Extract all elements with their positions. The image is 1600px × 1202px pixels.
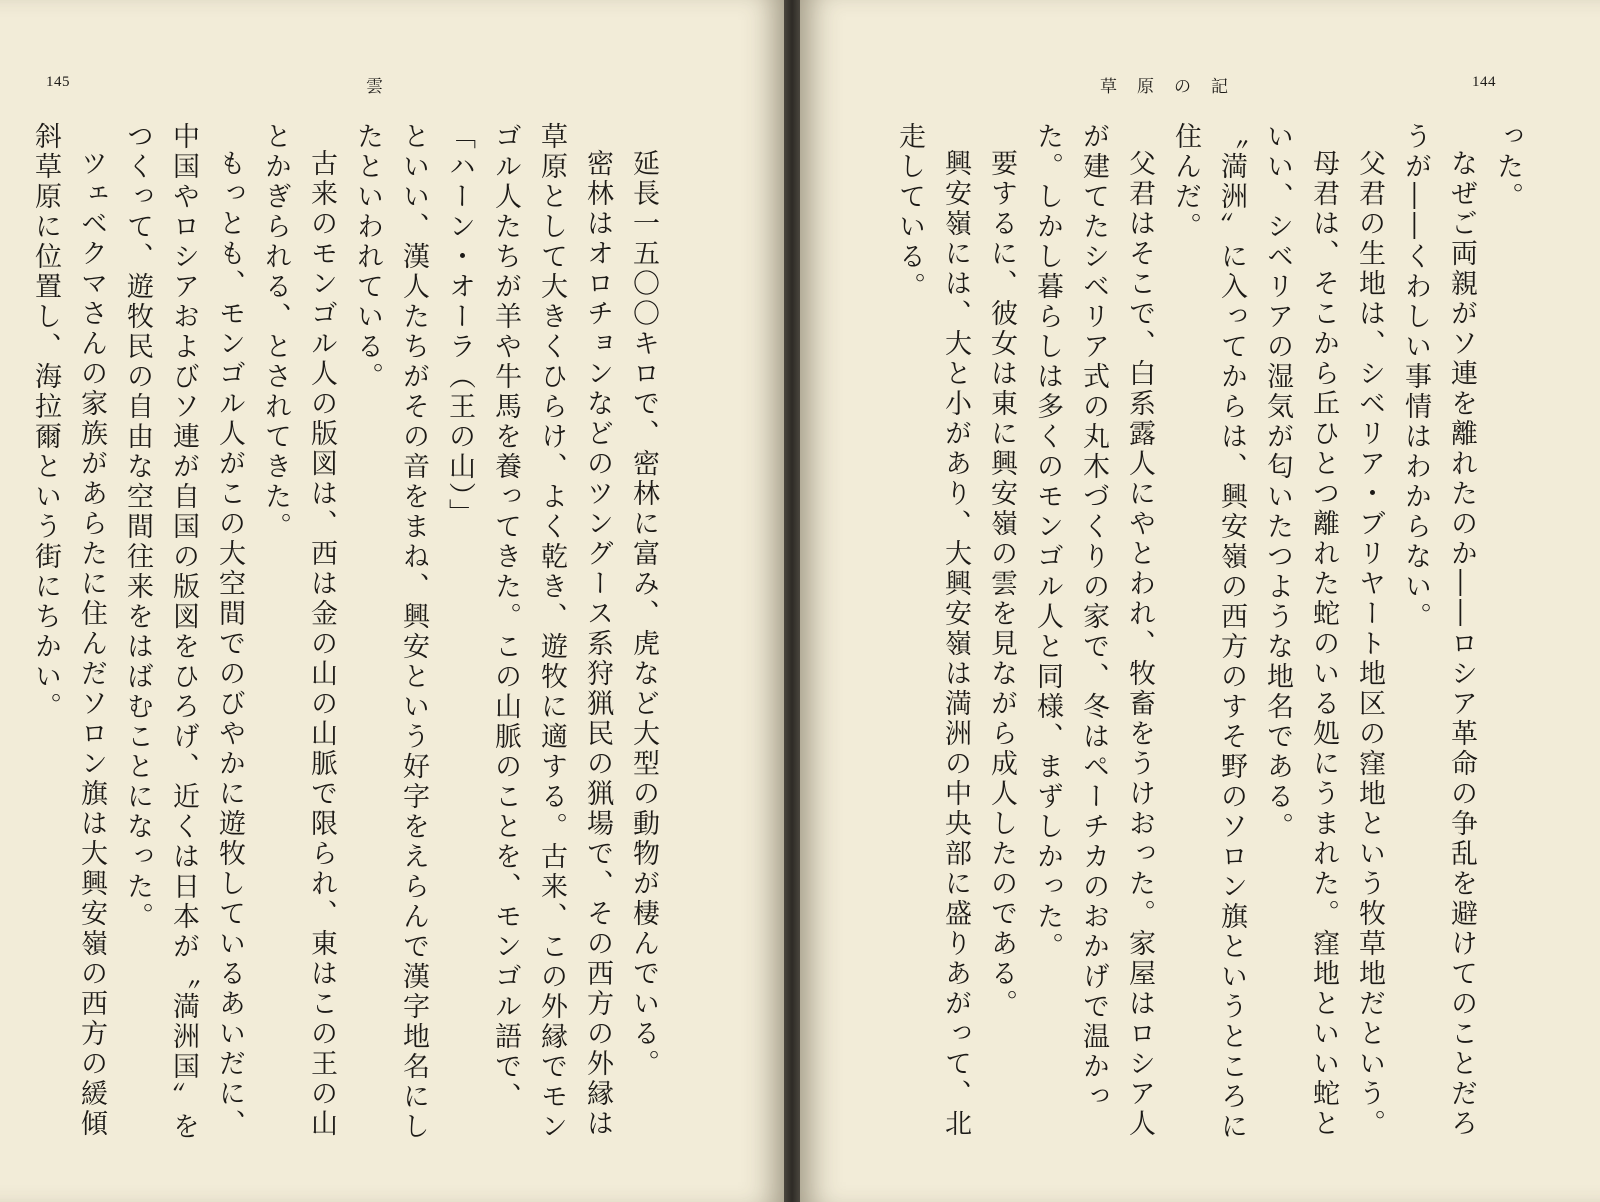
running-title-right: 草原の記 <box>1100 77 1248 97</box>
quoted-name: 「ハーン・オーラ（王の山）」 <box>444 122 475 529</box>
right-page <box>800 0 1600 1202</box>
paragraph: 要するに、彼女は東に興安嶺の雲を見ながら成人したのである。 <box>986 149 1017 1019</box>
paragraph: 〝満洲〟に入ってからは、興安嶺の西方のすそ野のソロン旗というところに住んだ。 <box>1170 122 1247 1142</box>
paragraph: 父君はそこで、白系露人にやとわれ、牧畜をうけおった。家屋はロシア人が建てたシベリア式の丸木づくりの家で、冬はペーチカのおかげで温かった。しかし暮らしは多くのモンゴル人と同様、まずしかった。 <box>1032 122 1155 1139</box>
paragraph: 延長一五〇〇キロで、密林に富み、虎など大型の動物が棲んでいる。 <box>628 149 659 1079</box>
paragraph: 古来のモンゴル人の版図は、西は金の山の山脈で限られ、東はこの王の山とかぎられる、とされてきた。 <box>260 122 337 1139</box>
left-page <box>0 0 784 1202</box>
running-title-left: 雲 <box>366 77 403 97</box>
page-number-right: 144 <box>1472 74 1496 90</box>
page-number-left: 145 <box>46 74 70 90</box>
body-text-left <box>26 122 666 1142</box>
paragraph: 興安嶺には、大と小があり、大興安嶺は満洲の中央部に盛りあがって、北走している。 <box>894 122 971 1139</box>
paragraph: 母君は、そこから丘ひとつ離れた蛇のいる処にうまれた。窪地といい蛇といい、シベリアの湿気が匂いたつような地名である。 <box>1262 122 1339 1139</box>
paragraph: 父君の生地は、シベリア・ブリヤート地区の窪地という牧草地だという。 <box>1354 149 1385 1139</box>
paragraph: なぜご両親がソ連を離れたのか――ロシア革命の争乱を避けてのことだろうが――くわしい事情はわからない。 <box>1400 122 1477 1139</box>
paragraph: ツェベクマさんの家族があらたに住んだソロン旗は大興安嶺の西方の緩傾斜草原に位置し、海拉爾という街にちかい。 <box>30 122 107 1139</box>
paragraph: 密林はオロチョンなどのツングース系狩猟民の猟場で、その西方の外縁は草原として大きくひらけ、よく乾き、遊牧に適する。古来、この外縁でモンゴル人たちが羊や牛馬を養ってきた。この山脈のことを、モンゴル語で、 <box>490 122 613 1142</box>
paragraph: もっとも、モンゴル人がこの大空間でのびやかに遊牧しているあいだに、中国やロシアおよびソ連が自国の版図をひろげ、近くは日本が〝満洲国〟をつくって、遊牧民の自由な空間往来をはばむことになった。 <box>122 122 245 1142</box>
paragraph: った。 <box>1492 122 1523 212</box>
body-text-right <box>870 122 1530 1142</box>
paragraph: といい、漢人たちがその音をまね、興安という好字をえらんで漢字地名にしたといわれている。 <box>352 122 429 1142</box>
book-gutter <box>784 0 800 1202</box>
